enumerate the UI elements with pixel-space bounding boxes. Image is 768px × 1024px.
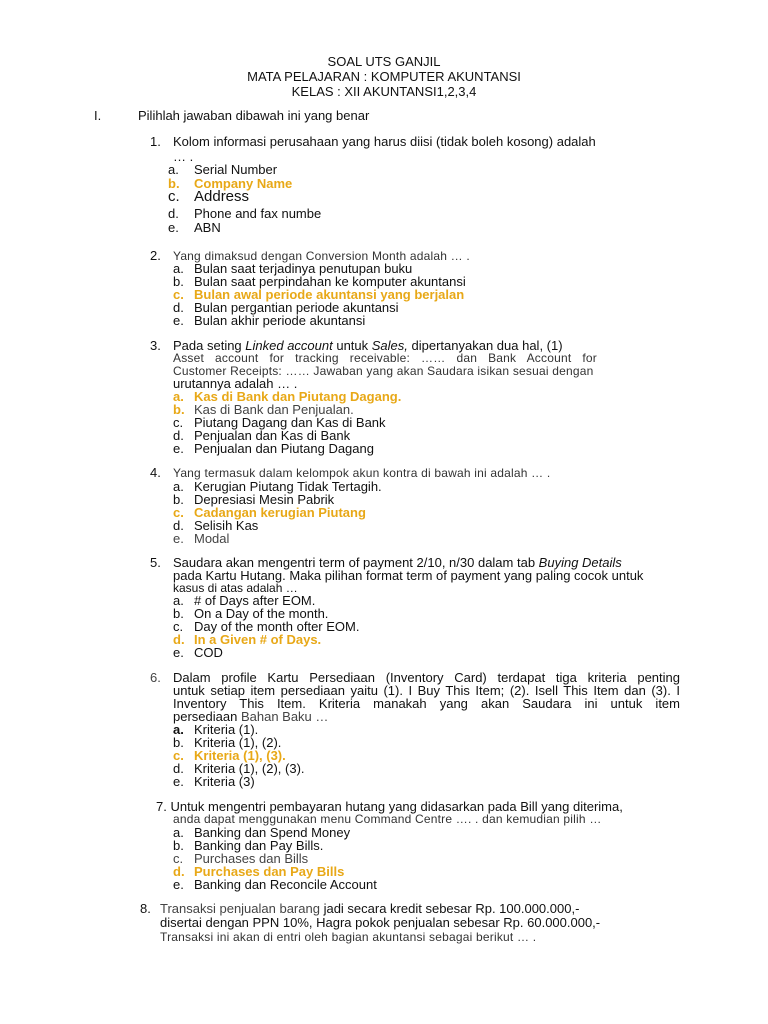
option-text: # of Days after EOM. [194,593,316,608]
option-text: Kas di Bank dan Penjualan. [194,402,354,417]
option-d[interactable] [168,206,321,221]
option-text: Kriteria (1). [194,722,259,737]
question-text-part: persediaan [173,709,241,724]
option-text: Purchases dan Bills [194,851,309,866]
option-text: Bulan saat terjadinya penutupan buku [194,261,413,276]
question-text-part: Pada seting [173,338,246,353]
option-letter: a. [173,593,184,608]
option-c[interactable] [168,189,249,204]
question-text: Dalam profile Kartu Persediaan (Inventory Card) terdapat tiga kriteria penting [173,670,680,685]
question-text-italic: Sales, [371,338,408,353]
option-letter: c. [173,619,184,634]
option-e[interactable] [173,774,255,789]
doc-class: KELAS : XII AKUNTANSI1,2,3,4 [291,84,477,99]
option-letter: a. [173,479,184,494]
doc-title: SOAL UTS GANJIL [327,54,441,69]
option-e[interactable] [173,313,365,328]
option-letter: e. [168,220,179,235]
option-text: Kerugian Piutang Tidak Tertagih. [194,479,382,494]
option-letter: e. [173,774,184,789]
question-text: Yang dimaksud dengan Conversion Month adalah … . [173,249,470,263]
option-text: Address [194,188,250,205]
option-letter: a. [168,162,179,177]
option-a[interactable] [168,162,277,177]
option-letter: b. [173,735,184,750]
option-text: Depresiasi Mesin Pabrik [194,492,335,507]
question-text: Kolom informasi perusahaan yang harus diisi (tidak boleh kosong) adalah [173,134,596,149]
option-text: Bulan saat perpindahan ke komputer akuntansi [194,274,466,289]
question-text: urutannya adalah … . [173,376,298,391]
section-instruction: Pilihlah jawaban dibawah ini yang benar [138,108,370,123]
option-letter: d. [173,428,184,443]
option-text: Penjualan dan Piutang Dagang [194,441,374,456]
question-text-part: dipertanyakan dua hal, (1) [407,338,563,353]
question-text: … . [173,149,194,164]
doc-subject: MATA PELAJARAN : KOMPUTER AKUNTANSI [247,69,521,84]
question-text-part: untuk [332,338,372,353]
option-text: On a Day of the month. [194,606,329,621]
option-letter: a. [173,389,184,404]
question-text-part: Saudara akan mengentri term of payment 2/10, n/30 dalam tab [173,555,539,570]
question-text-italic: Buying Details [538,555,622,570]
option-letter: d. [173,518,184,533]
option-text: Serial Number [194,162,278,177]
option-letter: c. [168,188,180,205]
question-text-part: Transaksi penjualan barang [160,901,320,916]
option-letter: c. [173,748,184,763]
question-text [160,901,579,916]
option-text: In a Given # of Days. [194,632,322,647]
question-text-part: jadi secara kredit sebesar Rp. 100.000.000,- [319,901,580,916]
option-e[interactable] [173,531,229,546]
option-text: Bulan pergantian periode akuntansi [194,300,399,315]
option-text: Piutang Dagang dan Kas di Bank [194,415,386,430]
option-letter: a. [173,825,184,840]
option-letter: b. [173,274,184,289]
option-text: Banking dan Pay Bills. [194,838,324,853]
option-letter: b. [173,492,184,507]
option-letter: a. [173,261,184,276]
question-text-part: Bahan Baku … [240,709,329,724]
option-text: Kriteria (1), (2), (3). [194,761,305,776]
option-text: Kriteria (3) [194,774,255,789]
option-letter: d. [173,632,185,647]
option-e[interactable] [168,220,221,235]
option-letter: c. [173,287,184,302]
question-text: anda dapat menggunakan menu Command Centre …. . dan kemudian pilih … [173,812,602,826]
option-letter: d. [168,206,179,221]
option-letter: d. [173,761,184,776]
option-e[interactable] [173,441,374,456]
section-numeral: I. [94,108,102,123]
option-letter: c. [173,505,184,520]
option-letter: e. [173,531,184,546]
option-letter: b. [173,402,185,417]
option-text: Phone and fax numbe [194,206,322,221]
option-e[interactable] [173,645,223,660]
option-text: Cadangan kerugian Piutang [194,505,366,520]
option-letter: b. [173,838,184,853]
question-number: 4. [150,465,161,480]
option-text: Kriteria (1), (2). [194,735,282,750]
option-letter: c. [173,415,184,430]
option-text: Bulan awal periode akuntansi yang berjalan [194,287,465,302]
option-text: Modal [194,531,230,546]
option-letter: c. [173,851,184,866]
option-letter: e. [173,313,184,328]
question-text: untuk setiap item persediaan yaitu (1). I Buy This Item; (2). Isell This Item dan (3). I [173,683,680,698]
option-text: Banking dan Spend Money [194,825,351,840]
option-text: Bulan akhir periode akuntansi [194,313,366,328]
question-text: disertai dengan PPN 10%, Hagra pokok penjualan sebesar Rp. 60.000.000,- [160,915,601,930]
question-text: Asset account for tracking receivable: …… dan Bank Account for [173,351,597,365]
option-letter: d. [173,864,185,879]
question-number: 2. [150,248,161,263]
question-text-italic: Linked account [245,338,333,353]
question-number: 6. [150,670,161,685]
question-text: Inventory This Item. Kriteria manakah yang akan Saudara ini untuk item [173,696,680,711]
option-text: Penjualan dan Kas di Bank [194,428,351,443]
question-text: 7. Untuk mengentri pembayaran hutang yang didasarkan pada Bill yang diterima, [156,799,623,814]
option-text: Kriteria (1), (3). [194,748,286,763]
option-e[interactable] [173,877,377,892]
option-text: Company Name [194,176,293,191]
option-letter: b. [168,176,180,191]
question-number: 3. [150,338,161,353]
option-letter: b. [173,606,184,621]
option-letter: e. [173,441,184,456]
question-text: Customer Receipts: …… Jawaban yang akan Saudara isikan sesuai dengan [173,364,594,378]
option-text: COD [194,645,223,660]
option-text: Kas di Bank dan Piutang Dagang. [194,389,402,404]
question-text: kasus di atas adalah … [173,581,298,595]
option-letter: d. [173,300,184,315]
question-number: 1. [150,134,161,149]
option-text: ABN [194,220,221,235]
option-text: Selisih Kas [194,518,259,533]
option-text: Purchases dan Pay Bills [194,864,345,879]
option-letter: e. [173,645,184,660]
question-text: pada Kartu Hutang. Maka pilihan format term of payment yang paling cocok untuk [173,568,644,583]
option-text: Day of the month ofter EOM. [194,619,360,634]
option-text: Banking dan Reconcile Account [194,877,377,892]
question-text: Transaksi ini akan di entri oleh bagian akuntansi sebagai berikut … . [160,930,537,944]
question-number: 8. [140,901,151,916]
option-letter: e. [173,877,184,892]
option-letter: a. [173,722,184,737]
question-number: 5. [150,555,161,570]
question-text: Yang termasuk dalam kelompok akun kontra di bawah ini adalah … . [173,466,551,480]
